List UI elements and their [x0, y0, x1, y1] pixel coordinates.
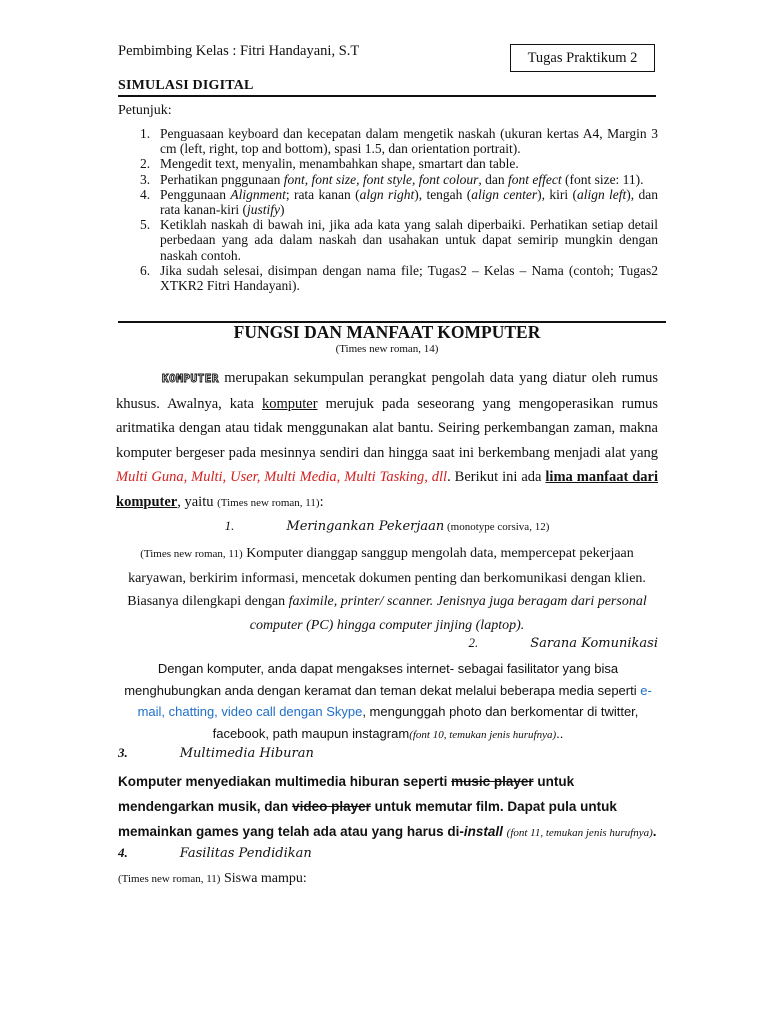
text-run: (font size: 11).: [561, 171, 644, 187]
text-run: , yaitu: [177, 493, 218, 510]
text-run: faximile, printer/ scanner. Jenisnya juga beragam dari personal computer (PC) hingga computer jinjing (laptop).: [249, 594, 647, 633]
document-title: FUNGSI DAN MANFAAT KOMPUTER: [233, 322, 541, 342]
instruction-number: 4.: [140, 186, 151, 202]
instruction-text: [160, 187, 658, 217]
document-title-note: (Times new roman, 14): [335, 343, 439, 355]
text-run: Penggunaan: [160, 186, 231, 202]
section-2-title: Sarana Komunikasi: [530, 636, 658, 651]
text-run: . Berikut ini ada: [447, 469, 546, 485]
section-4-note: (Times new roman, 11): [118, 873, 221, 885]
instruction-item: [118, 263, 658, 293]
section-4-number: 4.: [118, 845, 128, 860]
section-4-text: Siswa mampu:: [220, 871, 307, 886]
section-2-body: [118, 658, 658, 746]
instruction-text: [160, 156, 658, 171]
text-run: Komputer dianggap sanggup mengolah data, mempercepat pekerjaan karyawan, berkirim informasi, mencetak dokumen penting dan berkomunikasi dengan klien. Biasanya dilengkapi dengan: [127, 546, 646, 609]
instruction-item: [118, 217, 658, 263]
instruction-item: [118, 126, 658, 156]
text-run: install: [463, 824, 503, 839]
instruction-item: [118, 172, 658, 187]
text-run: (font 11, temukan jenis hurufnya): [506, 827, 653, 839]
instruction-number: 5.: [140, 217, 151, 233]
instruction-text: [160, 263, 658, 293]
text-run: , dan: [478, 171, 508, 187]
instructions-heading: Petunjuk:: [118, 103, 172, 118]
text-run: Perhatikan pnggunaan: [160, 171, 284, 187]
text-run: Penguasaan keyboard dan kecepatan dalam mengetik naskah (ukuran kertas A4, Margin 3 cm (left, right, top and bottom), spasi 1.5, dan orientation portrait).: [160, 126, 658, 157]
instruction-item: [118, 156, 658, 171]
section-4-body: [118, 871, 307, 887]
text-run: Mengedit text, menyalin, menambahkan shape, smartart dan table.: [160, 156, 519, 172]
text-run: justify: [246, 202, 280, 218]
text-run: ), kiri (: [537, 186, 577, 202]
text-run: (Times new roman, 11): [217, 496, 320, 509]
text-run: ), dan rata kanan-kiri (: [160, 186, 659, 218]
text-run: merujuk pada seseorang yang mengoperasikan rumus aritmatika dengan atau tidak menggunakan alat bantu. Seiring perkembangan zaman, makna komputer bergeser pada mesinnya sendiri dan hingga saat ini berkembang menjadi alat yang: [116, 395, 658, 461]
text-run: (Times new roman, 11): [140, 548, 243, 560]
text-run: untuk memutar film. Dapat pula untuk memainkan games yang telah ada atau yang harus di-: [118, 799, 617, 839]
section-1-title: Meringankan Pekerjaan: [286, 519, 445, 534]
text-run: untuk mendengarkan musik, dan: [118, 774, 575, 814]
section-1-heading: [118, 518, 656, 534]
section-1-body: [118, 542, 656, 637]
text-run: ..: [556, 725, 564, 741]
text-run: (font 10, temukan jenis hurufnya): [409, 728, 557, 741]
text-run: ), tengah (: [414, 186, 472, 202]
text-run: Dengan komputer, anda dapat mengakses internet- sebagai fasilitator yang bisa menghubungkan anda dengan keramat dan teman dekat melalui beberapa media seperti: [124, 661, 641, 698]
text-run: algn right: [359, 186, 415, 202]
section-3-number: 3.: [118, 745, 128, 760]
text-run: komputer: [261, 395, 318, 412]
section-4-heading: [118, 845, 312, 861]
text-run: Ketiklah naskah di bawah ini, jika ada kata yang salah diperbaiki. Perhatikan setiap detail perbedaan yang ada dalam naskah dan usahakan untuk dapat semirip mungkin dengan naskah contoh.: [160, 217, 658, 263]
text-run: Komputer menyediakan multimedia hiburan seperti: [118, 774, 452, 789]
text-run: KOMPUTER: [162, 372, 219, 385]
instruction-number: 2.: [140, 156, 151, 172]
intro-paragraph: [116, 366, 658, 515]
instruction-text: [160, 217, 658, 263]
text-run: e-mail, chatting, video call dengan Skype: [137, 682, 652, 719]
text-run: ; rata kanan (: [285, 186, 360, 202]
instructions-list: [118, 126, 658, 293]
section-3-title: Multimedia Hiburan: [179, 746, 314, 761]
instruction-item: [118, 187, 658, 217]
section-2-heading: [118, 635, 658, 651]
text-run: font effect: [507, 171, 562, 187]
instruction-number: 1.: [140, 126, 151, 141]
section-1-note: (monotype corsiva, 12): [444, 521, 550, 533]
text-run: merupakan sekumpulan perangkat pengolah data yang diatur oleh rumus khusus. Awalnya, kata: [116, 370, 658, 412]
text-run: lima manfaat dari komputer: [116, 469, 659, 510]
section-3-heading: [118, 745, 314, 761]
instruction-text: [160, 126, 658, 156]
text-run: :: [319, 493, 324, 510]
section-4-title: Fasilitas Pendidikan: [179, 846, 312, 861]
text-run: font, font size, font style, font colour: [283, 171, 479, 187]
text-run: align left: [576, 186, 627, 202]
text-run: Jika sudah selesai, disimpan dengan nama file; Tugas2 – Kelas – Nama (contoh; Tugas2 XTKR2 Fitri Handayani).: [160, 262, 658, 294]
assignment-box: Tugas Praktikum 2: [510, 44, 655, 72]
text-run: , mengunggah photo dan berkomentar di twitter, facebook, path maupun instagram: [212, 704, 639, 741]
section-1-number: 1.: [224, 518, 235, 533]
text-run: Alignment: [230, 186, 286, 202]
instruction-number: 6.: [140, 262, 151, 278]
subject-title: SIMULASI DIGITAL: [118, 78, 254, 93]
text-run: Multi Guna, Multi, User, Multi Media, Multi Tasking, dll: [116, 469, 448, 485]
text-run: video player: [292, 799, 371, 814]
mentor-label: Pembimbing Kelas : Fitri Handayani, S.T: [118, 43, 360, 59]
text-run: .: [652, 824, 657, 839]
text-run: music player: [451, 774, 534, 789]
instruction-number: 3.: [140, 171, 151, 187]
header-divider: [118, 95, 656, 97]
text-run: ): [279, 202, 285, 218]
section-2-number: 2.: [468, 635, 479, 650]
instruction-text: [160, 172, 658, 187]
section-3-body: [118, 769, 658, 846]
text-run: align center: [471, 186, 538, 202]
